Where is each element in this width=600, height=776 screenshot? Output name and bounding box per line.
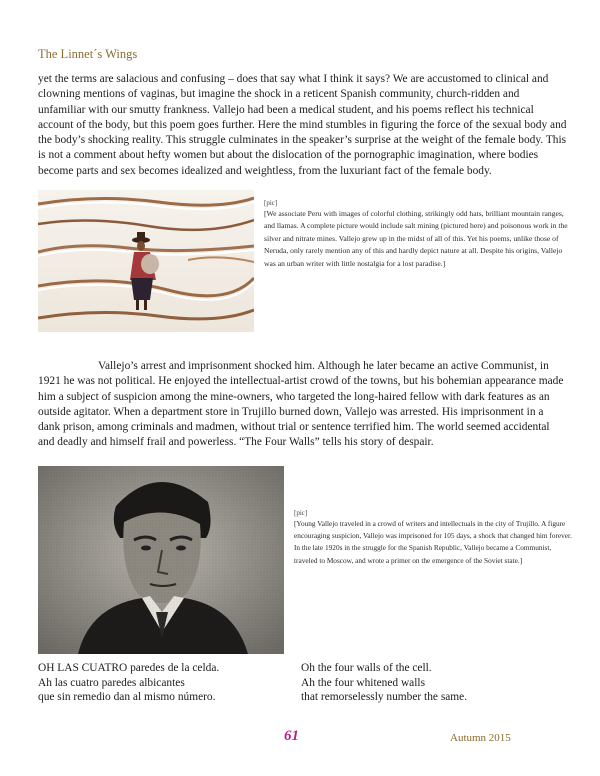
poem-spanish-line: Ah las cuatro paredes albicantes [38, 676, 185, 689]
body-paragraph-2-text: Vallejo’s arrest and imprisonment shocked him. Although he later became an active Communist, in 1921 he was not political. He enjoyed the intellectual-artist crowd of the towns, but his bohemian appearance made him a subject of suspicion among the mine-owners, who targeted the long-haired fellow with dark features as an outside agitator. When a department store in Trujillo burned down, Vallejo was arrested. His imprisonment in a dank prison, among criminals and madmen, without trial or sentence terrified him. The world seemed accidental and deadly and himself frail and powerless. “The Four Walls” tells his story of despair. [38, 360, 564, 449]
poem-english-line: that remorselessly number the same. [301, 691, 468, 704]
salt-mining-photo [38, 190, 254, 332]
running-header: The Linnet´s Wings [38, 47, 138, 61]
poem-spanish [38, 661, 278, 705]
figure-2-caption: [Young Vallejo traveled in a crowd of writers and intellectuals in the city of Trujillo. A figure encouraging suspicion, Vallejo was imprisoned for 105 days, a shock that changed him forever. In the late 1920s in the struggle for the Spanish Republic, Vallejo became a Communist, traveled to Moscow, and wrote a primer on the emergence of the Soviet state.] [294, 519, 572, 565]
poem-english-line: Ah the four whitened walls [301, 676, 426, 689]
vallejo-portrait-photo [38, 466, 284, 654]
figure-2-tag: [pic] [294, 509, 308, 517]
figure-1-tag: [pic] [264, 199, 278, 207]
body-paragraph-2 [38, 359, 568, 451]
page-number: 61 [284, 728, 299, 744]
body-paragraph-1: yet the terms are salacious and confusing – does that say what I think it says? We are accustomed to clinical and clowning mentions of vaginas, but imagine the shock in a reticent Spanish community, church-ridden and unfamiliar with our smutty frankness. Vallejo had been a medical student, and his poems reflect his technical account of the body, but this poem goes further. Here the mind stumbles in figuring the force of the sexual body and the body’s shocking reality. This struggle culminates in the speaker’s surprise at the weight of the female body. This is not a comment about hefty women but about the dislocation of the pornographic imagination, where bodies become parts and sex becomes idealized and weightless, from the luxuriant fact of the female body. [38, 73, 567, 177]
issue-label: Autumn 2015 [450, 732, 511, 744]
figure-2-caption-block [294, 508, 574, 567]
figure-1-caption-block [264, 198, 572, 270]
poem-spanish-line: que sin remedio dan al mismo número. [38, 691, 216, 704]
poem-english-line: Oh the four walls of the cell. [301, 662, 432, 674]
poem-english [301, 661, 561, 705]
poem-spanish-line: OH LAS CUATRO paredes de la celda. [38, 662, 220, 674]
figure-1-caption: [We associate Peru with images of colorful clothing, strikingly odd hats, brilliant mountain ranges, and llamas. A complete picture would include salt mining (pictured here) and poisonous work in the silver and nitrate mines. Vallejo grew up in the midst of all of this. Yet his poems, unlike those of Neruda, only rarely mention any of this and hardly depict nature at all. Despite his origins, Vallejo was an urban writer with little nostalgia for a lost paradise.] [264, 209, 568, 268]
